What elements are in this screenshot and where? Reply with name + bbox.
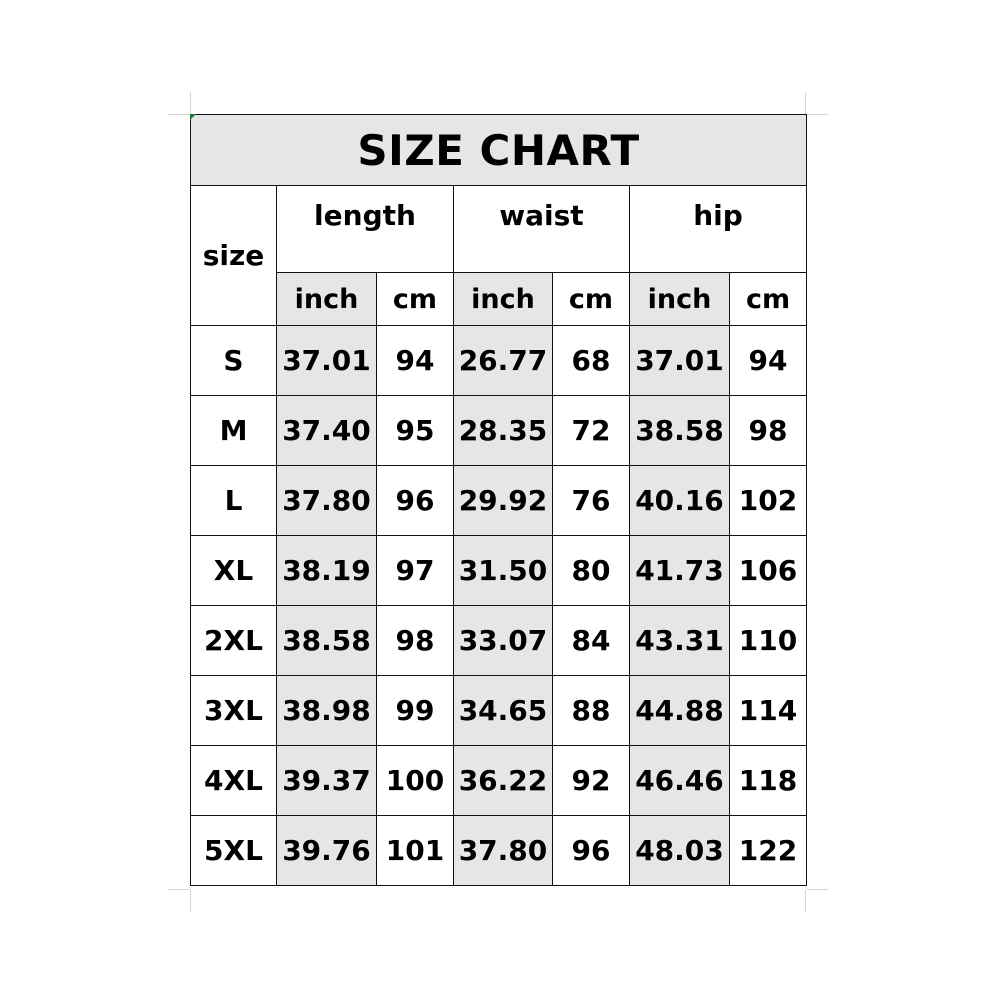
- inch-value-cell: 38.98: [277, 676, 377, 746]
- table-row: [191, 606, 807, 676]
- inch-value-cell: 44.88: [630, 676, 730, 746]
- inch-value-cell: 46.46: [630, 746, 730, 816]
- cm-value-cell: 98: [730, 396, 807, 466]
- size-column-header: [191, 186, 277, 326]
- inch-value-cell: 39.76: [277, 816, 377, 886]
- cm-value-cell: 118: [730, 746, 807, 816]
- guide-line: [806, 889, 828, 890]
- size-cell: 2XL: [191, 606, 277, 676]
- size-cell: S: [191, 326, 277, 396]
- inch-value-cell: 41.73: [630, 536, 730, 606]
- guide-line: [190, 92, 191, 114]
- inch-value-cell: 29.92: [454, 466, 553, 536]
- cm-value-cell: 97: [377, 536, 454, 606]
- unit-header-row: [191, 273, 807, 326]
- cm-value-cell: 88: [553, 676, 630, 746]
- guide-line: [805, 92, 806, 114]
- size-chart-table: [190, 114, 807, 886]
- inch-value-cell: 40.16: [630, 466, 730, 536]
- cm-value-cell: 94: [730, 326, 807, 396]
- size-cell: 3XL: [191, 676, 277, 746]
- cm-value-cell: 92: [553, 746, 630, 816]
- chart-title: SIZE CHART: [191, 115, 807, 186]
- group-header-row: [191, 186, 807, 273]
- guide-line: [805, 890, 806, 912]
- unit-header-inch: inch: [454, 273, 553, 326]
- cm-value-cell: 102: [730, 466, 807, 536]
- guide-line: [190, 890, 191, 912]
- inch-value-cell: 37.01: [630, 326, 730, 396]
- cm-value-cell: 99: [377, 676, 454, 746]
- inch-value-cell: 37.01: [277, 326, 377, 396]
- selected-cell-marker: [190, 114, 196, 120]
- table-row: [191, 676, 807, 746]
- cm-value-cell: 96: [377, 466, 454, 536]
- inch-value-cell: 36.22: [454, 746, 553, 816]
- inch-value-cell: 37.80: [454, 816, 553, 886]
- table-row: [191, 746, 807, 816]
- inch-value-cell: 37.40: [277, 396, 377, 466]
- cm-value-cell: 110: [730, 606, 807, 676]
- inch-value-cell: 38.58: [277, 606, 377, 676]
- unit-header-cm: cm: [553, 273, 630, 326]
- size-header-label: size: [202, 239, 265, 272]
- cm-value-cell: 95: [377, 396, 454, 466]
- cm-value-cell: 101: [377, 816, 454, 886]
- cm-value-cell: 114: [730, 676, 807, 746]
- inch-value-cell: 37.80: [277, 466, 377, 536]
- unit-header-cm: cm: [377, 273, 454, 326]
- inch-value-cell: 34.65: [454, 676, 553, 746]
- size-cell: XL: [191, 536, 277, 606]
- inch-value-cell: 31.50: [454, 536, 553, 606]
- inch-value-cell: 48.03: [630, 816, 730, 886]
- size-cell: M: [191, 396, 277, 466]
- hip-header-label: hip: [693, 198, 743, 232]
- cm-value-cell: 100: [377, 746, 454, 816]
- length-header: [277, 186, 454, 273]
- table-row: [191, 326, 807, 396]
- cm-value-cell: 106: [730, 536, 807, 606]
- cm-value-cell: 72: [553, 396, 630, 466]
- cm-value-cell: 96: [553, 816, 630, 886]
- inch-value-cell: 38.58: [630, 396, 730, 466]
- guide-line: [168, 114, 190, 115]
- inch-value-cell: 38.19: [277, 536, 377, 606]
- table-row: [191, 466, 807, 536]
- cm-value-cell: 80: [553, 536, 630, 606]
- inch-value-cell: 39.37: [277, 746, 377, 816]
- size-cell: L: [191, 466, 277, 536]
- unit-header-cm: cm: [730, 273, 807, 326]
- cm-value-cell: 76: [553, 466, 630, 536]
- cm-value-cell: 98: [377, 606, 454, 676]
- guide-line: [168, 889, 190, 890]
- table-row: [191, 536, 807, 606]
- inch-value-cell: 33.07: [454, 606, 553, 676]
- unit-header-inch: inch: [277, 273, 377, 326]
- guide-line: [806, 114, 828, 115]
- waist-header: [454, 186, 630, 273]
- hip-header: [630, 186, 807, 273]
- table-row: [191, 816, 807, 886]
- size-cell: 4XL: [191, 746, 277, 816]
- title-row: [191, 115, 807, 186]
- cm-value-cell: 94: [377, 326, 454, 396]
- waist-header-label: waist: [499, 198, 584, 232]
- length-header-label: length: [314, 198, 416, 232]
- inch-value-cell: 28.35: [454, 396, 553, 466]
- unit-header-inch: inch: [630, 273, 730, 326]
- cm-value-cell: 122: [730, 816, 807, 886]
- size-cell: 5XL: [191, 816, 277, 886]
- table-row: [191, 396, 807, 466]
- inch-value-cell: 43.31: [630, 606, 730, 676]
- cm-value-cell: 84: [553, 606, 630, 676]
- cm-value-cell: 68: [553, 326, 630, 396]
- inch-value-cell: 26.77: [454, 326, 553, 396]
